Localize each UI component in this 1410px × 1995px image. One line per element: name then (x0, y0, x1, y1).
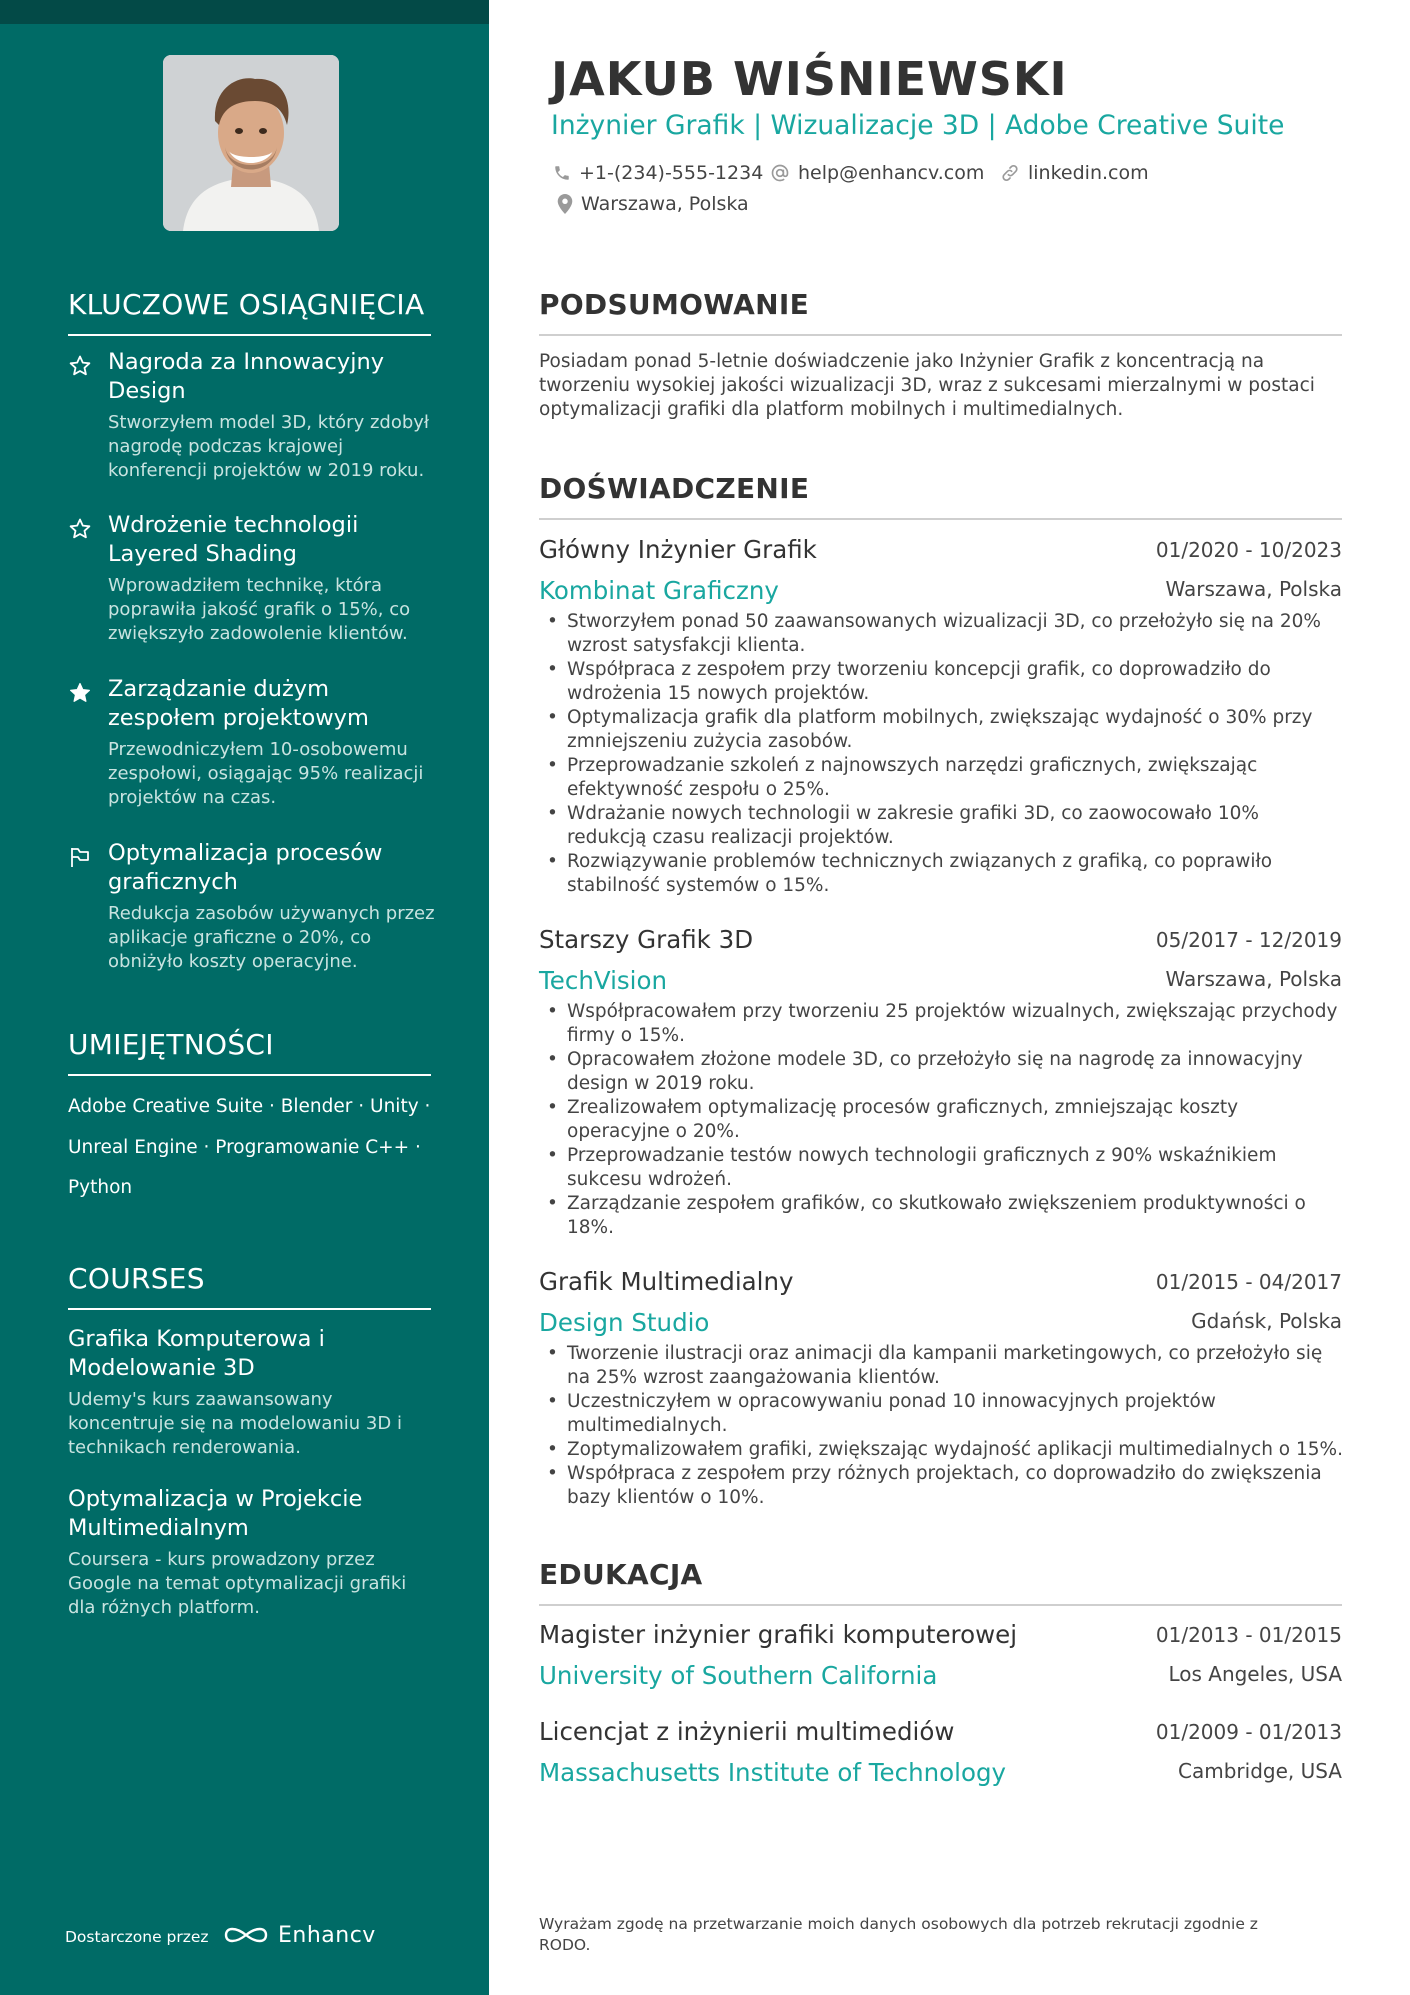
achievement-item (68, 511, 438, 646)
enhancv-logo-icon (222, 1922, 270, 1948)
job-dates: 01/2015 - 04/2017 (1155, 1270, 1342, 1294)
job-bullet: • Zarządzanie zespołem grafików, co skutkowało zwiększeniem produktywności o 18%. (539, 1192, 1344, 1240)
achievements-title: KLUCZOWE OSIĄGNIĘCIA (68, 288, 425, 321)
course-item (68, 1325, 438, 1460)
person-subtitle: Inżynier Grafik | Wizualizacje 3D | Adobe Creative Suite (551, 110, 1285, 141)
course-title: Grafika Komputerowa i Modelowanie 3D (68, 1326, 325, 1381)
course-desc: Udemy's kurs zaawansowany koncentruje się na modelowaniu 3D i technikach renderowania. (68, 1389, 402, 1458)
course-desc: Coursera - kurs prowadzony przez Google na temat optymalizacji grafiki dla różnych platform. (68, 1549, 407, 1618)
summary-rule (539, 334, 1342, 336)
job-bullets (539, 1342, 1344, 1510)
job-company[interactable]: Kombinat Graficzny (539, 576, 779, 605)
job-title: Starszy Grafik 3D (539, 925, 754, 954)
edu-school[interactable]: University of Southern California (539, 1661, 938, 1690)
person-name: JAKUB WIŚNIEWSKI (551, 52, 1068, 106)
job-dates: 05/2017 - 12/2019 (1155, 928, 1342, 952)
achievement-desc: Redukcja zasobów używanych przez aplikacje graficzne o 20%, co obniżyło koszty operacyjne. (108, 903, 435, 972)
experience-rule (539, 518, 1342, 520)
job-company[interactable]: Design Studio (539, 1308, 710, 1337)
education-title: EDUKACJA (539, 1558, 703, 1591)
job-bullet: • Współpraca z zespołem przy tworzeniu koncepcji grafik, co doprowadziło do wdrożenia 15 nowych projektów. (539, 658, 1344, 706)
job-title: Grafik Multimedialny (539, 1267, 794, 1296)
skills-rule (68, 1074, 431, 1076)
edu-location: Cambridge, USA (1178, 1759, 1342, 1783)
job-bullet: • Rozwiązywanie problemów technicznych związanych z grafiką, co poprawiło stabilność systemów o 15%. (539, 850, 1344, 898)
star-outline-icon (68, 517, 92, 541)
contact-email[interactable] (770, 162, 984, 184)
star-outline-icon (68, 354, 92, 378)
powered-by-label: Dostarczone przez (65, 1928, 209, 1946)
location-text: Warszawa, Polska (581, 193, 749, 215)
achievement-title: Zarządzanie dużym zespołem projektowym (108, 676, 369, 731)
link-icon (1000, 163, 1020, 183)
job-location: Warszawa, Polska (1165, 967, 1342, 991)
job-bullet: • Uczestniczyłem w opracowywaniu ponad 10 innowacyjnych projektów multimedialnych. (539, 1390, 1344, 1438)
education-rule (539, 1604, 1342, 1606)
enhancv-brand[interactable] (222, 1920, 376, 1950)
job-bullet: • Przeprowadzanie szkoleń z najnowszych narzędzi graficznych, zwiększając efektywność zespołu o 25%. (539, 754, 1344, 802)
job-bullet: • Współpraca z zespołem przy różnych projektach, co doprowadziło do zwiększenia bazy klientów o 10%. (539, 1462, 1344, 1510)
job-bullet: • Optymalizacja grafik dla platform mobilnych, zwiększając wydajność o 30% przy zmniejszeniu zużycia zasobów. (539, 706, 1344, 754)
achievement-desc: Stworzyłem model 3D, który zdobył nagrodę podczas krajowej konferencji projektów w 2019 roku. (108, 412, 430, 481)
job-bullet: • Zrealizowałem optymalizację procesów graficznych, zmniejszając koszty operacyjne o 20%. (539, 1096, 1344, 1144)
sidebar (0, 0, 489, 1995)
job-title: Główny Inżynier Grafik (539, 535, 817, 564)
achievement-item (68, 675, 438, 810)
job-company[interactable]: TechVision (539, 966, 667, 995)
brand-name: Enhancv (278, 1922, 376, 1948)
job-bullet: • Opracowałem złożone modele 3D, co przełożyło się na nagrodę za innowacyjny design w 2019 roku. (539, 1048, 1344, 1096)
achievement-desc: Przewodniczyłem 10-osobowemu zespołowi, osiągając 95% realizacji projektów na czas. (108, 739, 424, 808)
phone-icon (553, 164, 571, 182)
job-bullets (539, 610, 1344, 898)
achievement-title: Optymalizacja procesów graficznych (108, 840, 383, 895)
email-text: help@enhancv.com (798, 162, 985, 184)
achievement-item (68, 348, 438, 483)
edu-school[interactable]: Massachusetts Institute of Technology (539, 1758, 1006, 1787)
skills-title: UMIEJĘTNOŚCI (68, 1028, 274, 1061)
flag-icon (68, 845, 92, 869)
skills-line: Python (68, 1177, 133, 1198)
contact-linkedin[interactable] (1000, 162, 1149, 184)
job-location: Warszawa, Polska (1165, 577, 1342, 601)
achievement-desc: Wprowadziłem technikę, która poprawiła jakość grafik o 15%, co zwiększyło zadowolenie klientów. (108, 575, 411, 644)
linkedin-text: linkedin.com (1028, 162, 1149, 184)
job-bullets (539, 1000, 1344, 1240)
course-item (68, 1485, 438, 1620)
courses-rule (68, 1308, 431, 1310)
skills-line: Unreal Engine · Programowanie C++ · (68, 1136, 421, 1158)
phone-text: +1-(234)-555-1234 (579, 162, 764, 184)
skills-list (68, 1087, 438, 1209)
edu-dates: 01/2009 - 01/2013 (1155, 1720, 1342, 1744)
achievement-title: Nagroda za Innowacyjny Design (108, 349, 385, 404)
job-bullet: • Zoptymalizowałem grafiki, zwiększając wydajność aplikacji multimedialnych o 15%. (539, 1438, 1344, 1462)
edu-location: Los Angeles, USA (1168, 1662, 1342, 1686)
contact-phone[interactable] (553, 162, 763, 184)
courses-title: COURSES (68, 1262, 205, 1295)
consent-text: Wyrażam zgodę na przetwarzanie moich danych osobowych dla potrzeb rekrutacji zgodnie z RODO. (539, 1915, 1258, 1954)
summary-title: PODSUMOWANIE (539, 288, 810, 321)
contact-location (557, 193, 749, 215)
edu-degree: Magister inżynier grafiki komputerowej (539, 1620, 1018, 1649)
at-sign-icon (770, 163, 790, 183)
profile-photo (163, 55, 339, 231)
summary-text: Posiadam ponad 5-letnie doświadczenie jako Inżynier Grafik z koncentracją na tworzeniu wysokiej jakości wizualizacji 3D, wraz z sukcesami mierzalnymi w postaci optymalizacji grafiki dla platform mobilnych i multimedialnych. (539, 351, 1315, 420)
edu-degree: Licencjat z inżynierii multimediów (539, 1717, 955, 1746)
location-pin-icon (557, 194, 573, 214)
job-location: Gdańsk, Polska (1191, 1309, 1342, 1333)
skills-line: Adobe Creative Suite · Blender · Unity · (68, 1096, 431, 1117)
job-bullet: • Stworzyłem ponad 50 zaawansowanych wizualizacji 3D, co przełożyło się na 20% wzrost satysfakcji klienta. (539, 610, 1344, 658)
achievement-title: Wdrożenie technologii Layered Shading (108, 512, 359, 567)
course-title: Optymalizacja w Projekcie Multimedialnym (68, 1486, 363, 1541)
achievements-rule (68, 334, 431, 336)
job-bullet: • Tworzenie ilustracji oraz animacji dla kampanii marketingowych, co przełożyło się na 25% wzrost zaangażowania klientów. (539, 1342, 1344, 1390)
achievement-item (68, 839, 438, 974)
job-dates: 01/2020 - 10/2023 (1155, 538, 1342, 562)
star-filled-icon (68, 681, 92, 705)
job-bullet: • Przeprowadzanie testów nowych technologii graficznych z 90% wskaźnikiem sukcesu wdrożeń. (539, 1144, 1344, 1192)
job-bullet: • Współpracowałem przy tworzeniu 25 projektów wizualnych, zwiększając przychody firmy o 15%. (539, 1000, 1344, 1048)
sidebar-top-bar (0, 0, 489, 24)
edu-dates: 01/2013 - 01/2015 (1155, 1623, 1342, 1647)
experience-title: DOŚWIADCZENIE (539, 472, 810, 505)
job-bullet: • Wdrażanie nowych technologii w zakresie grafiki 3D, co zaowocowało 10% redukcją czasu realizacji projektów. (539, 802, 1344, 850)
